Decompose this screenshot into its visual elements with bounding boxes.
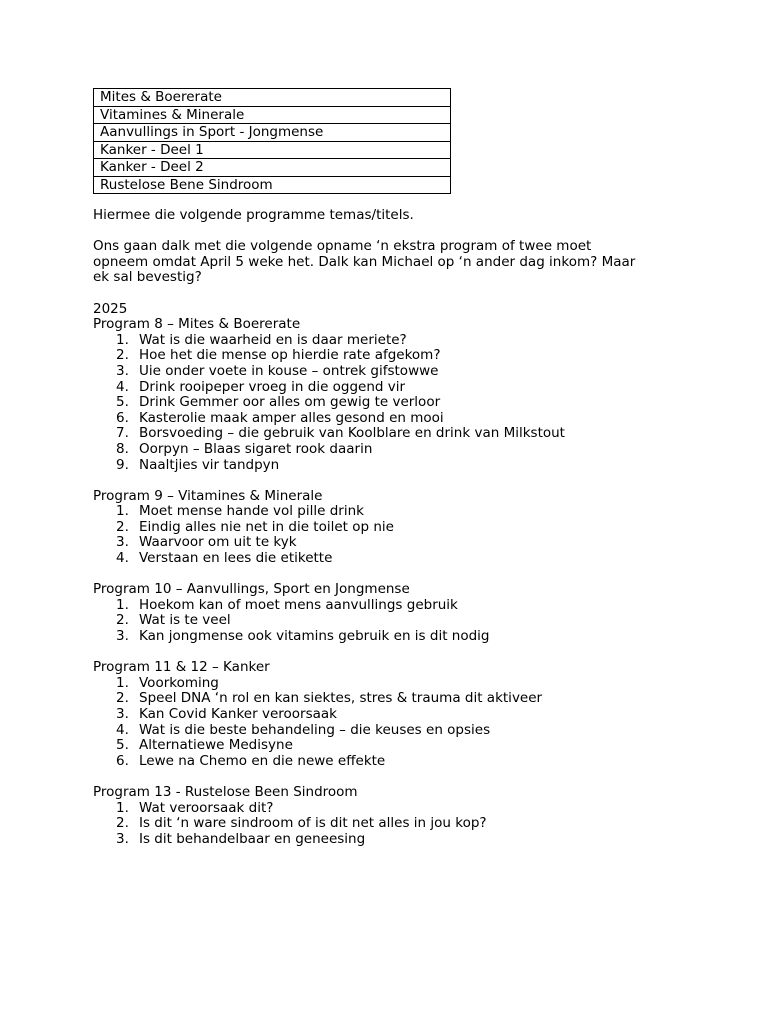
list-item-text: Kan Covid Kanker veroorsaak [139, 706, 337, 722]
program-section [93, 660, 673, 769]
list-item [93, 442, 673, 458]
list-item-text: Wat is die beste behandeling – die keuses en opsies [139, 721, 491, 738]
topics-table-row [94, 176, 451, 194]
list-item-text: Kan jongmense ook vitamins gebruik en is dit nodig [139, 628, 490, 645]
document-body [93, 88, 673, 863]
program-section [93, 785, 673, 847]
list-item-number: 2. [116, 347, 129, 364]
topic-cell: Rustelose Bene Sindroom [94, 176, 451, 194]
list-item [93, 598, 673, 614]
list-item [93, 754, 673, 770]
note-line: Ons gaan dalk met die volgende opname ‘n ekstra program of twee moet [93, 238, 592, 255]
list-item-number: 7. [116, 425, 129, 442]
list-item [93, 364, 673, 380]
list-item-number: 9. [116, 456, 129, 473]
topic-cell: Mites & Boererate [94, 89, 451, 107]
topics-table-row [94, 106, 451, 124]
list-item [93, 832, 673, 848]
list-item-text: Is dit ‘n ware sindroom of is dit net alles in jou kop? [139, 815, 487, 832]
topic-cell: Kanker - Deel 1 [94, 141, 451, 159]
list-item-number: 2. [116, 690, 129, 707]
list-item-number: 6. [116, 409, 129, 426]
list-item [93, 738, 673, 754]
list-item [93, 613, 673, 629]
list-item-text: Borsvoeding – die gebruik van Koolblare en drink van Milkstout [139, 425, 565, 442]
note-line: opneem omdat April 5 weke het. Dalk kan Michael op ‘n ander dag inkom? Maar [93, 253, 636, 270]
list-item-number: 2. [116, 518, 129, 535]
list-item [93, 816, 673, 832]
note-paragraph [93, 239, 673, 286]
list-item [93, 707, 673, 723]
list-item [93, 426, 673, 442]
list-item [93, 380, 673, 396]
list-item-number: 3. [116, 706, 129, 722]
list-item-text: Lewe na Chemo en die newe effekte [139, 752, 386, 769]
list-item-text: Wat is die waarheid en is daar meriete? [139, 331, 407, 348]
list-item-text: Drink Gemmer oor alles om gewig te verloor [139, 394, 441, 411]
list-item-text: Is dit behandelbaar en geneesing [139, 830, 366, 847]
program-item-list [93, 676, 673, 770]
list-item-number: 6. [116, 752, 129, 769]
program-item-list [93, 504, 673, 566]
program-section [93, 582, 673, 644]
program-title: Program 10 – Aanvullings, Sport en Jongmense [93, 581, 410, 598]
list-item-number: 4. [116, 550, 129, 567]
list-item [93, 504, 673, 520]
topics-table-row [94, 159, 451, 177]
program-section [93, 317, 673, 473]
topic-cell: Vitamines & Minerale [94, 106, 451, 124]
list-item-number: 3. [116, 534, 129, 551]
list-item-number: 2. [116, 815, 129, 832]
list-item-number: 5. [116, 394, 129, 411]
program-section [93, 489, 673, 567]
list-item-number: 4. [116, 721, 129, 738]
topics-table-row [94, 124, 451, 142]
list-item-number: 3. [116, 628, 129, 645]
program-title: Program 13 - Rustelose Been Sindroom [93, 783, 358, 800]
topics-table-row [94, 141, 451, 159]
list-item-text: Wat is te veel [139, 612, 231, 629]
list-item [93, 551, 673, 567]
list-item [93, 411, 673, 427]
list-item [93, 801, 673, 817]
list-item-text: Eindig alles nie net in die toilet op nie [139, 518, 394, 535]
program-title: Program 9 – Vitamines & Minerale [93, 487, 323, 504]
list-item-text: Moet mense hande vol pille drink [139, 503, 364, 520]
program-item-list [93, 598, 673, 645]
topic-cell: Kanker - Deel 2 [94, 159, 451, 177]
list-item-text: Oorpyn – Blaas sigaret rook daarin [139, 440, 373, 457]
list-item [93, 395, 673, 411]
list-item-text: Wat veroorsaak dit? [139, 799, 274, 816]
list-item-text: Drink rooipeper vroeg in die oggend vir [139, 378, 406, 395]
list-item-number: 5. [116, 737, 129, 754]
year-heading: 2025 [93, 300, 128, 317]
topics-table-body [94, 89, 451, 194]
list-item-number: 1. [116, 596, 129, 613]
list-item-number: 3. [116, 362, 129, 379]
list-item-text: Uie onder voete in kouse – ontrek gifstowwe [139, 362, 439, 379]
list-item-text: Kasterolie maak amper alles gesond en mooi [139, 409, 444, 426]
list-item-text: Hoe het die mense op hierdie rate afgekom? [139, 347, 441, 364]
topics-table-row [94, 89, 451, 107]
list-item [93, 348, 673, 364]
list-item-text: Alternatiewe Medisyne [139, 737, 293, 754]
list-item [93, 723, 673, 739]
list-item [93, 676, 673, 692]
list-item-text: Hoekom kan of moet mens aanvullings gebruik [139, 596, 458, 613]
list-item-text: Waarvoor om uit te kyk [139, 534, 297, 551]
list-item-text: Voorkoming [139, 674, 219, 691]
program-item-list [93, 801, 673, 848]
programs-list [93, 317, 673, 847]
list-item-number: 1. [116, 503, 129, 520]
list-item-text: Naaltjies vir tandpyn [139, 456, 280, 473]
list-item-text: Speel DNA ‘n rol en kan siektes, stres & trauma dit aktiveer [139, 690, 543, 707]
intro-paragraph: Hiermee die volgende programme temas/titels. [93, 207, 414, 223]
topic-cell: Aanvullings in Sport - Jongmense [94, 124, 451, 142]
program-item-list [93, 333, 673, 473]
list-item [93, 333, 673, 349]
list-item [93, 458, 673, 474]
list-item-number: 1. [116, 331, 129, 348]
list-item [93, 691, 673, 707]
list-item-number: 4. [116, 378, 129, 395]
program-title: Program 8 – Mites & Boererate [93, 316, 301, 333]
list-item-number: 1. [116, 799, 129, 816]
note-line: ek sal bevestig? [93, 269, 202, 286]
list-item-text: Verstaan en lees die etikette [139, 550, 333, 567]
program-title: Program 11 & 12 – Kanker [93, 659, 270, 676]
list-item-number: 1. [116, 674, 129, 691]
list-item-number: 3. [116, 830, 129, 847]
list-item [93, 535, 673, 551]
list-item [93, 629, 673, 645]
topics-table [93, 88, 451, 194]
list-item-number: 2. [116, 612, 129, 629]
list-item [93, 520, 673, 536]
list-item-number: 8. [116, 440, 129, 457]
